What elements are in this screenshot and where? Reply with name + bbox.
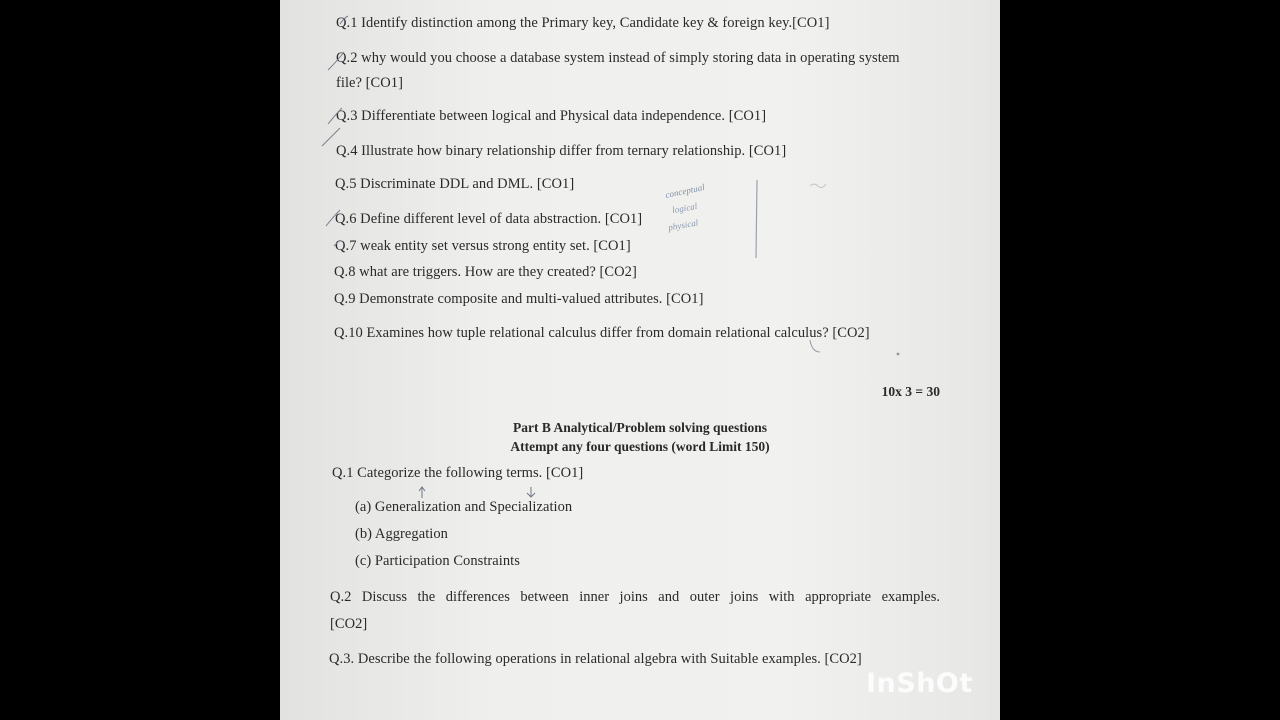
question-a2-continued: file? [CO1] (336, 75, 403, 91)
question-a1: Q.1 Identify distinction among the Primary key, Candidate key & foreign key.[CO1] (336, 15, 830, 31)
question-b1-item-c: (c) Participation Constraints (355, 553, 520, 569)
question-b1-item-a: (a) Generalization and Specialization (355, 499, 573, 515)
question-a8: Q.8 what are triggers. How are they created? [CO2] (334, 264, 637, 280)
question-b3: Q.3. Describe the following operations in relational algebra with Suitable examples. [CO2] (329, 651, 862, 667)
inshot-watermark: InShOt (866, 668, 973, 699)
question-a3: Q.3 Differentiate between logical and Physical data independence. [CO1] (336, 108, 767, 124)
question-b2: Q.2 Discuss the differences between inner joins and outer joins with appropriate examples. (330, 589, 940, 605)
question-b2-continued: [CO2] (330, 616, 368, 632)
question-a4: Q.4 Illustrate how binary relationship differ from ternary relationship. [CO1] (336, 143, 787, 159)
question-a9: Q.9 Demonstrate composite and multi-valued attributes. [CO1] (334, 291, 704, 307)
question-a10: Q.10 Examines how tuple relational calculus differ from domain relational calculus? [CO2] (334, 325, 870, 341)
part-b-title: Part B Analytical/Problem solving questions (512, 420, 767, 435)
pen-marks (280, 0, 1000, 720)
handwritten-note-2: logical (671, 200, 699, 216)
question-a6: Q.6 Define different level of data abstraction. [CO1] (335, 211, 643, 227)
question-a7: Q.7 weak entity set versus strong entity set. [CO1] (335, 238, 631, 254)
part-a-marks: 10x 3 = 30 (881, 384, 940, 399)
part-b-subtitle: Attempt any four questions (word Limit 150) (510, 439, 770, 454)
question-a2: Q.2 why would you choose a database system instead of simply storing data in operating system (336, 50, 900, 66)
question-a5: Q.5 Discriminate DDL and DML. [CO1] (335, 176, 575, 192)
question-b1: Q.1 Categorize the following terms. [CO1] (332, 465, 584, 481)
handwritten-note-1: conceptual (664, 181, 706, 201)
handwritten-note-3: physical (667, 217, 700, 233)
question-b1-item-b: (b) Aggregation (355, 526, 448, 542)
exam-paper (280, 0, 1000, 720)
